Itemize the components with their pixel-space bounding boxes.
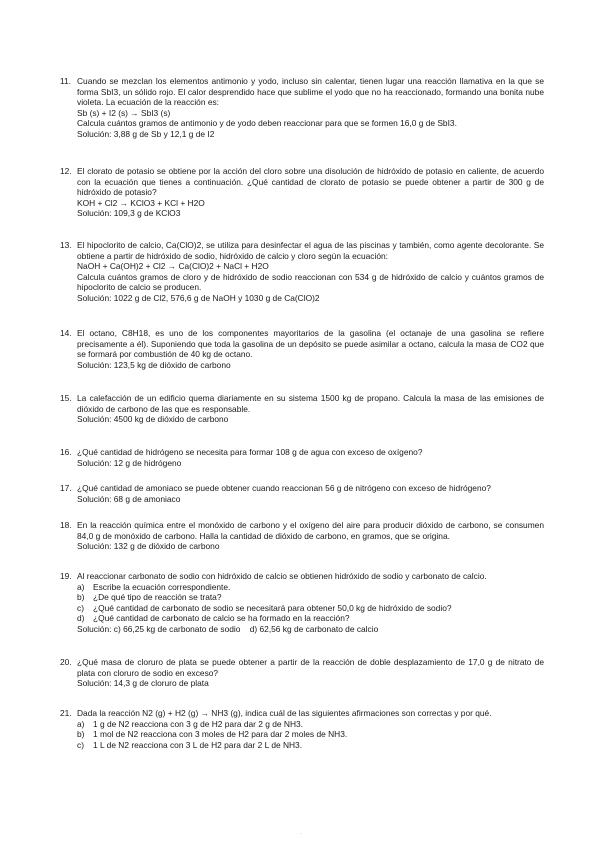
problem-12: [60, 166, 544, 219]
problem-number: 15.: [60, 393, 72, 403]
footer-mark: .: [300, 830, 302, 836]
problem-text: El hipoclorito de calcio, Ca(ClO)2, se utiliza para desinfectar el agua de las piscinas y también, como agente decolorante. Se obtiene a partir de hidróxido de sodio, hidróxido de calcio y cloro según la ecuación:: [77, 240, 544, 261]
problem-text: ¿Qué cantidad de amoniaco se puede obtener cuando reaccionan 56 g de nitrógeno con exceso de hidrógeno?: [77, 483, 491, 493]
problem-question: Calcula cuántos gramos de cloro y de hidróxido de sodio reaccionan con 534 g de hidróxido de calcio y cuántos gramos de hipoclorito de calcio se producen.: [77, 271, 544, 293]
solution: Solución: 12 g de hidrógeno: [77, 457, 182, 468]
problem-number: 11.: [60, 76, 72, 86]
problem-number: 14.: [60, 328, 72, 338]
problem-14: [60, 328, 544, 370]
problem-11: [60, 76, 544, 140]
problem-text: ¿Qué cantidad de hidrógeno se necesita para formar 108 g de agua con exceso de oxígeno?: [77, 447, 423, 457]
solution: Solución: 3,88 g de Sb y 12,1 g de I2: [77, 128, 215, 139]
problem-21: [60, 708, 544, 750]
reaction-equation: NaOH + Ca(OH)2 + Cl2 → Ca(ClO)2 + NaCl + H2O: [77, 261, 269, 272]
sub-question-label: a): [77, 718, 85, 729]
sub-question-text: Escribe la ecuación correspondiente.: [93, 581, 231, 592]
problem-question: Calcula cuántos gramos de antimonio y de yodo deben reaccionar para que se formen 16,0 g de SbI3.: [77, 118, 457, 129]
solution: Solución: 1022 g de Cl2, 576,6 g de NaOH y 1030 g de Ca(ClO)2: [77, 292, 320, 303]
solution: Solución: 4500 kg de dióxido de carbono: [77, 414, 229, 425]
solution: Solución: 123,5 kg de dióxido de carbono: [77, 359, 231, 370]
problem-19: [60, 571, 544, 635]
problem-13: [60, 240, 544, 304]
sub-question: [77, 729, 544, 740]
problem-number: 13.: [60, 240, 72, 250]
problem-number: 16.: [60, 447, 72, 457]
sub-question-label: a): [77, 581, 85, 592]
problem-text: Cuando se mezclan los elementos antimonio y yodo, incluso sin calentar, tienen lugar una reacción llamativa en la que se forma SbI3, un sólido rojo. El calor desprendido hace que sublime el yodo que no ha reaccionado, formando una bonita nube violeta. La ecuación de la reacción es:: [77, 76, 544, 108]
problem-number: 20.: [60, 657, 72, 667]
problem-text: Al reaccionar carbonato de sodio con hidróxido de calcio se obtienen hidróxido de sodio y carbonato de calcio.: [77, 571, 487, 581]
problem-17: [60, 483, 544, 504]
problem-text: La calefacción de un edificio quema diariamente en su sistema 1500 kg de propano. Calcula la masa de las emisiones de dióxido de carbono de las que es responsable.: [77, 393, 544, 414]
sub-question-label: c): [77, 602, 84, 613]
solution: Solución: 109,3 g de KClO3: [77, 208, 181, 219]
sub-question-text: ¿Qué cantidad de carbonato de sodio se necesitará para obtener 50,0 kg de hidróxido de sodio?: [93, 602, 452, 613]
sub-question-text: 1 mol de N2 reacciona con 3 moles de H2 para dar 2 moles de NH3.: [93, 729, 348, 740]
problem-number: 12.: [60, 166, 72, 176]
problem-text: ¿Qué masa de cloruro de plata se puede obtener a partir de la reacción de doble desplazamiento de 17,0 g de nitrato de plata con cloruro de sodio en exceso?: [77, 657, 544, 678]
sub-question: [77, 740, 544, 751]
solution: Solución: c) 66,25 kg de carbonato de sodio d) 62,56 kg de carbonato de calcio: [77, 623, 379, 634]
problem-20: [60, 657, 544, 689]
sub-question-label: b): [77, 592, 85, 603]
reaction-equation: Sb (s) + I2 (s) → SbI3 (s): [77, 107, 171, 118]
problem-number: 17.: [60, 483, 72, 493]
solution: Solución: 14,3 g de cloruro de plata: [77, 678, 209, 689]
sub-question-label: d): [77, 613, 85, 624]
solution: Solución: 68 g de amoniaco: [77, 493, 181, 504]
sub-question-text: 1 g de N2 reacciona con 3 g de H2 para dar 2 g de NH3.: [93, 718, 303, 729]
problem-text: El octano, C8H18, es uno de los componentes mayoritarios de la gasolina (el octanaje de una gasolina se refiere precisamente a él). Suponiendo que toda la gasolina de un depósito se puede asimilar a octano, calcula la masa de CO2 que se formará por combustión de 40 kg de octano.: [77, 328, 544, 360]
problem-18: [60, 520, 544, 552]
sub-question-text: ¿De qué tipo de reacción se trata?: [93, 592, 222, 603]
sub-question: [77, 582, 544, 593]
problem-text: En la reacción química entre el monóxido de carbono y el oxígeno del aire para producir dióxido de carbono, se consumen 84,0 g de monóxido de carbono. Halla la cantidad de dióxido de carbono, en gramos, que se origina.: [77, 520, 544, 541]
problem-16: [60, 447, 544, 468]
problem-text: Dada la reacción N2 (g) + H2 (g) → NH3 (g), indica cuál de las siguientes afirmaciones son correctas y por qué.: [77, 708, 492, 718]
problem-15: [60, 393, 544, 425]
sub-question-text: 1 L de N2 reacciona con 3 L de H2 para dar 2 L de NH3.: [93, 739, 303, 750]
solution: Solución: 132 g de dióxido de carbono: [77, 541, 220, 552]
sub-question: [77, 603, 544, 614]
sub-question: [77, 613, 544, 624]
sub-question-label: b): [77, 729, 85, 740]
problem-number: 21.: [60, 708, 72, 718]
problem-number: 18.: [60, 520, 72, 530]
reaction-equation: KOH + Cl2 → KClO3 + KCl + H2O: [77, 197, 205, 208]
sub-question: [77, 592, 544, 603]
sub-question-text: ¿Qué cantidad de carbonato de calcio se ha formado en la reacción?: [93, 613, 350, 624]
problem-text: El clorato de potasio se obtiene por la acción del cloro sobre una disolución de hidróxido de potasio en caliente, de acuerdo con la ecuación que tienes a continuación. ¿Qué cantidad de clorato de potasio se puede obtener a partir de 300 g de hidróxido de potasio?: [77, 166, 544, 198]
sub-question: [77, 719, 544, 730]
sub-question-label: c): [77, 739, 84, 750]
problem-number: 19.: [60, 571, 72, 581]
